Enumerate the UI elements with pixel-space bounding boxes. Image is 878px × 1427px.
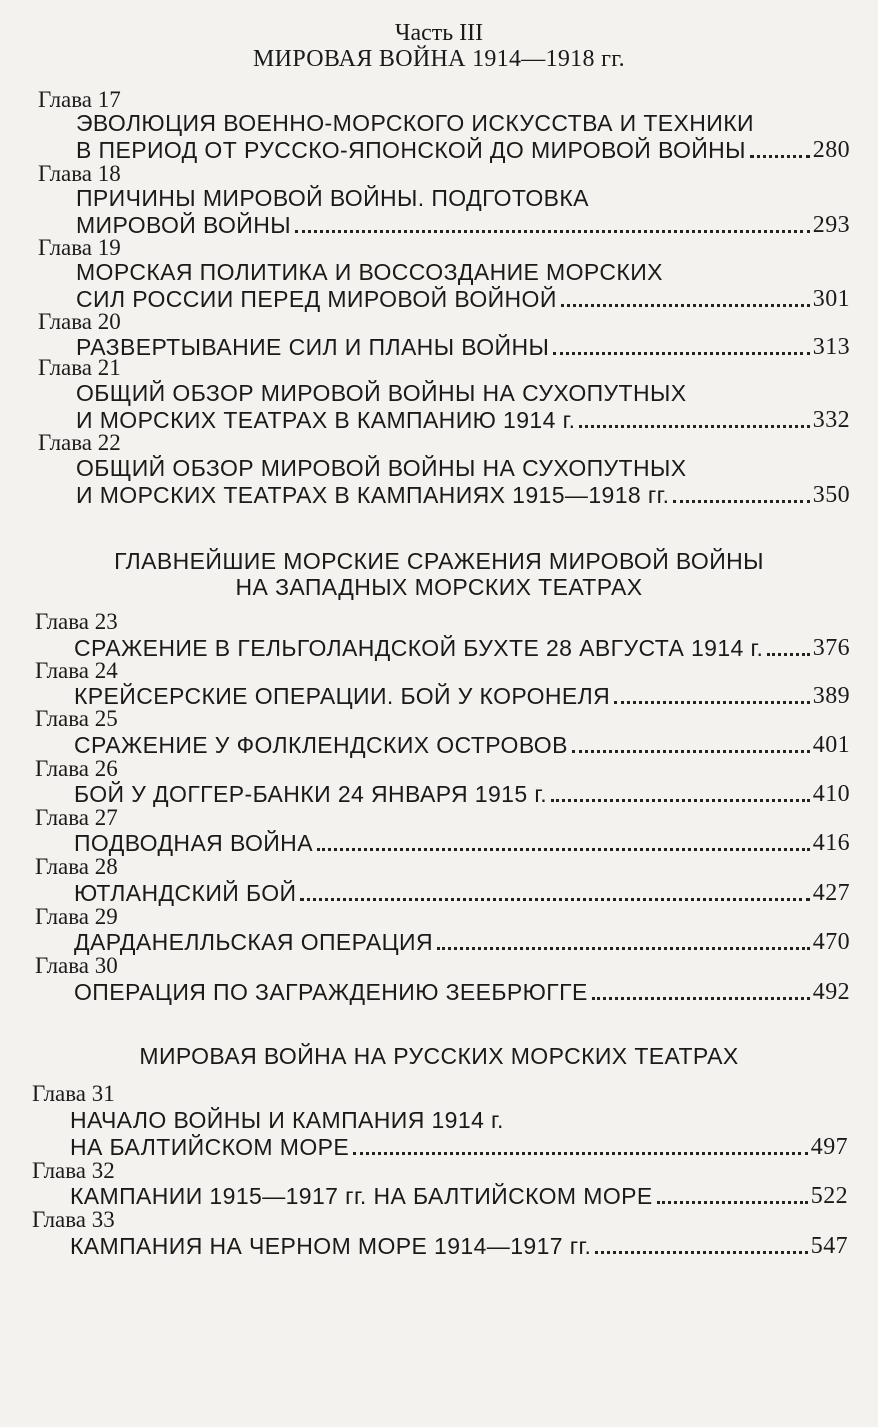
chapter-label: Глава 32 [32, 1158, 115, 1183]
leader-dots [673, 500, 809, 503]
entry-line: СИЛ РОССИИ ПЕРЕД МИРОВОЙ ВОЙНОЙ [76, 286, 557, 312]
entry-line: КАМПАНИЯ НА ЧЕРНОМ МОРЕ 1914—1917 гг. [70, 1233, 592, 1259]
page-number: 280 [812, 137, 850, 163]
part-title: МИРОВАЯ ВОЙНА 1914—1918 гг. [253, 46, 625, 72]
chapter-label: Глава 28 [35, 854, 118, 879]
part-label: Часть III [394, 20, 484, 46]
page-number: 497 [810, 1134, 848, 1160]
toc-entry[interactable] [76, 259, 850, 313]
leader-dots [295, 230, 810, 233]
entry-line: И МОРСКИХ ТЕАТРАХ В КАМПАНИЯХ 1915—1918 гг. [76, 482, 670, 508]
page-number: 332 [812, 407, 850, 433]
page-number: 492 [812, 979, 850, 1005]
entry-line: ОПЕРАЦИЯ ПО ЗАГРАЖДЕНИЮ ЗЕЕБРЮГГЕ [74, 979, 588, 1005]
leader-dots [551, 799, 810, 802]
entry-line: МИРОВОЙ ВОЙНЫ [76, 212, 291, 238]
entry-line: РАЗВЕРТЫВАНИЕ СИЛ И ПЛАНЫ ВОЙНЫ [76, 334, 550, 360]
entry-line: ОБЩИЙ ОБЗОР МИРОВОЙ ВОЙНЫ НА СУХОПУТНЫХ [76, 380, 687, 406]
chapter-label: Глава 20 [38, 309, 121, 334]
entry-line: ОБЩИЙ ОБЗОР МИРОВОЙ ВОЙНЫ НА СУХОПУТНЫХ [76, 455, 687, 481]
entry-line: СРАЖЕНИЕ В ГЕЛЬГОЛАНДСКОЙ БУХТЕ 28 АВГУСТА 1914 г. [74, 635, 764, 661]
entry-line: БОЙ У ДОГГЕР-БАНКИ 24 ЯНВАРЯ 1915 г. [74, 781, 548, 807]
leader-dots [300, 898, 809, 901]
page-number: 376 [812, 635, 850, 661]
chapter-label: Глава 23 [35, 609, 118, 634]
page-number: 389 [812, 683, 850, 709]
chapter-label: Глава 19 [38, 235, 121, 260]
toc-entry[interactable] [76, 185, 850, 239]
entry-line: КАМПАНИИ 1915—1917 гг. НА БАЛТИЙСКОМ МОРЕ [70, 1183, 653, 1209]
section-title: НА ЗАПАДНЫХ МОРСКИХ ТЕАТРАХ [235, 574, 643, 600]
leader-dots [572, 750, 810, 753]
section-title: МИРОВАЯ ВОЙНА НА РУССКИХ МОРСКИХ ТЕАТРАХ [139, 1043, 739, 1069]
toc-entry[interactable] [76, 110, 850, 164]
entry-line: ПРИЧИНЫ МИРОВОЙ ВОЙНЫ. ПОДГОТОВКА [76, 185, 589, 211]
toc-entry[interactable] [74, 929, 850, 956]
entry-line: ЭВОЛЮЦИЯ ВОЕННО-МОРСКОГО ИСКУССТВА И ТЕХНИКИ [76, 110, 754, 136]
chapter-label: Глава 27 [35, 805, 118, 830]
leader-dots [750, 155, 810, 158]
chapter-label: Глава 24 [35, 658, 118, 683]
toc-entry[interactable] [74, 635, 850, 662]
chapter-label: Глава 29 [35, 904, 118, 929]
leader-dots [561, 304, 810, 307]
entry-line: КРЕЙСЕРСКИЕ ОПЕРАЦИИ. БОЙ У КОРОНЕЛЯ [74, 683, 611, 709]
page-number: 522 [810, 1183, 848, 1209]
entry-line: НАЧАЛО ВОЙНЫ И КАМПАНИЯ 1914 г. [70, 1107, 504, 1133]
toc-entry[interactable] [70, 1233, 848, 1260]
leader-dots [553, 352, 810, 355]
leader-dots [595, 1251, 807, 1254]
chapter-label: Глава 22 [38, 430, 121, 455]
toc-entry[interactable] [74, 732, 850, 759]
toc-entry[interactable] [76, 334, 850, 361]
toc-entry[interactable] [74, 781, 850, 808]
entry-line: ПОДВОДНАЯ ВОЙНА [74, 830, 313, 856]
leader-dots [579, 425, 809, 428]
toc-entry[interactable] [76, 380, 850, 434]
entry-line: ЮТЛАНДСКИЙ БОЙ [74, 880, 297, 906]
leader-dots [437, 947, 810, 950]
page-number: 410 [812, 781, 850, 807]
entry-line: СРАЖЕНИЕ У ФОЛКЛЕНДСКИХ ОСТРОВОВ [74, 732, 568, 758]
page-number: 313 [812, 334, 850, 360]
page-number: 350 [812, 482, 850, 508]
chapter-label: Глава 25 [35, 706, 118, 731]
toc-entry[interactable] [74, 683, 850, 710]
page-number: 401 [812, 732, 850, 758]
chapter-label: Глава 21 [38, 355, 121, 380]
chapter-label: Глава 18 [38, 161, 121, 186]
page-number: 547 [810, 1233, 848, 1259]
entry-line: НА БАЛТИЙСКОМ МОРЕ [70, 1134, 350, 1160]
toc-entry[interactable] [74, 830, 850, 857]
entry-line: И МОРСКИХ ТЕАТРАХ В КАМПАНИЮ 1914 г. [76, 407, 576, 433]
leader-dots [614, 701, 810, 704]
toc-entry[interactable] [74, 880, 850, 907]
page-number: 293 [812, 212, 850, 238]
chapter-label: Глава 33 [32, 1207, 115, 1232]
toc-entry[interactable] [76, 455, 850, 509]
chapter-label: Глава 26 [35, 756, 118, 781]
page-number: 416 [812, 830, 850, 856]
leader-dots [767, 653, 809, 656]
entry-line: ДАРДАНЕЛЛЬСКАЯ ОПЕРАЦИЯ [74, 929, 433, 955]
toc-entry[interactable] [70, 1183, 848, 1210]
leader-dots [592, 997, 810, 1000]
chapter-label: Глава 17 [38, 87, 121, 112]
page-number: 470 [812, 929, 850, 955]
entry-line: В ПЕРИОД ОТ РУССКО-ЯПОНСКОЙ ДО МИРОВОЙ ВОЙНЫ [76, 137, 746, 163]
leader-dots [657, 1201, 808, 1204]
entry-line: МОРСКАЯ ПОЛИТИКА И ВОССОЗДАНИЕ МОРСКИХ [76, 259, 663, 285]
leader-dots [317, 848, 810, 851]
leader-dots [353, 1152, 808, 1155]
toc-entry[interactable] [74, 979, 850, 1006]
chapter-label: Глава 30 [35, 953, 118, 978]
section-title: ГЛАВНЕЙШИЕ МОРСКИЕ СРАЖЕНИЯ МИРОВОЙ ВОЙНЫ [114, 548, 764, 574]
chapter-label: Глава 31 [32, 1081, 115, 1106]
toc-entry[interactable] [70, 1107, 848, 1161]
page-number: 427 [812, 880, 850, 906]
page-number: 301 [812, 286, 850, 312]
